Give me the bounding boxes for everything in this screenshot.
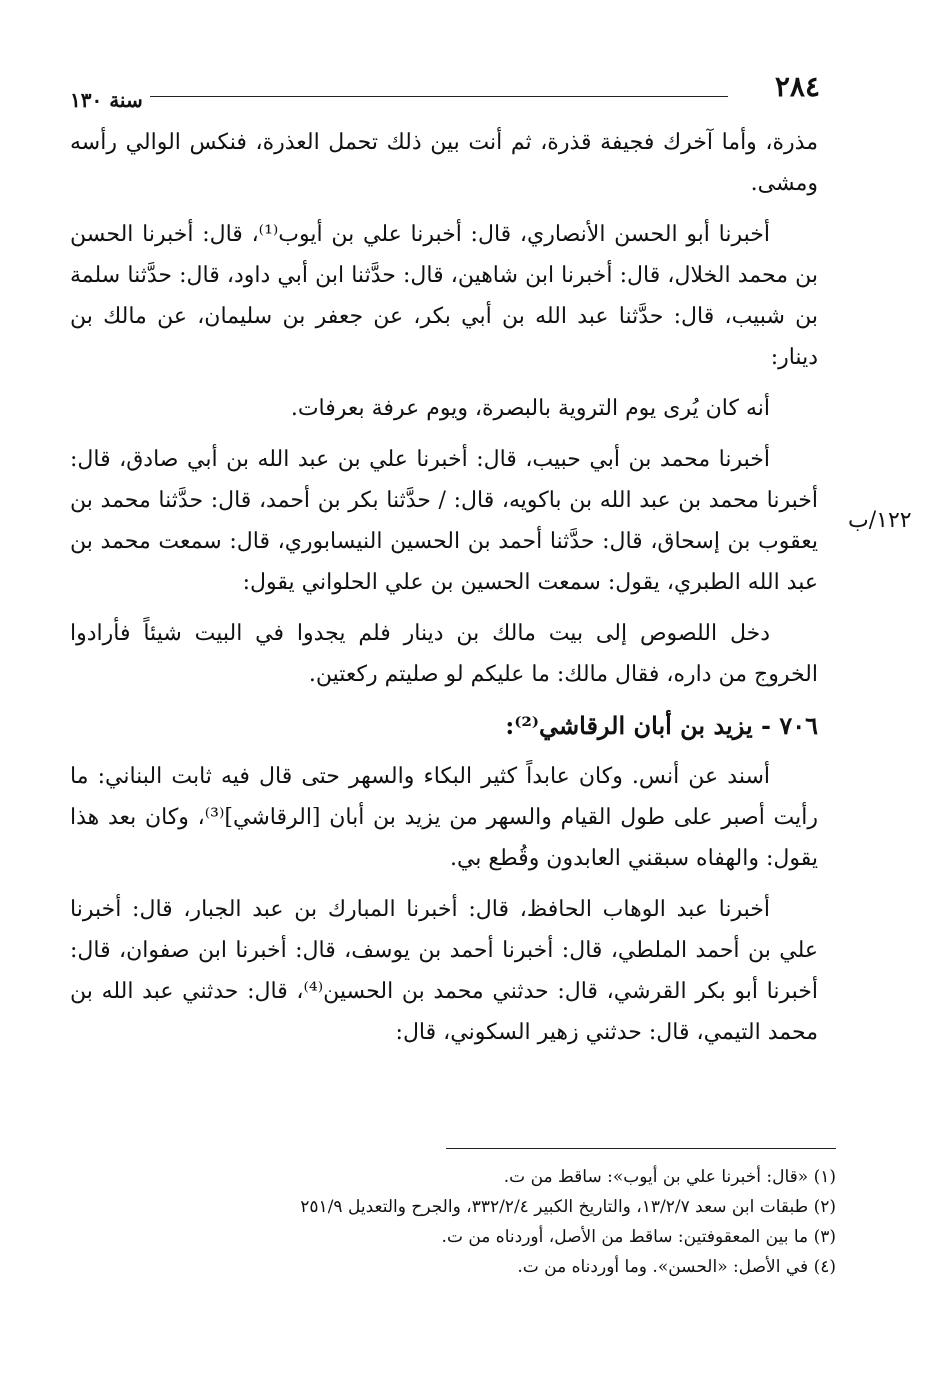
page-header — [60, 70, 820, 110]
paragraph: دخل اللصوص إلى بيت مالك بن دينار فلم يجدوا في البيت شيئاً فأرادوا الخروج من داره، فقال مالك: ما عليكم لو صليتم ركعتين. — [70, 621, 818, 687]
footnote: (٤) في الأصل: «الحسن». وما أوردناه من ت. — [517, 1257, 836, 1277]
footnotes — [150, 1162, 836, 1282]
year-label: سنة ١٣٠ — [70, 88, 143, 112]
footnote-rule — [446, 1148, 836, 1149]
paragraph: أنه كان يُرى يوم التروية بالبصرة، ويوم عرفة بعرفات. — [290, 396, 770, 421]
paragraph: أخبرنا أبو الحسن الأنصاري، قال: أخبرنا علي بن أيوب⁽¹⁾، قال: أخبرنا الحسن بن محمد الخلال، قال: أخبرنا ابن شاهين، قال: حدَّثنا ابن أبي داود، قال: حدَّثنا سلمة بن شبيب، قال: حدَّثنا عبد الله بن أبي بكر، عن جعفر بن سليمان، عن مالك بن دينار: — [70, 222, 818, 370]
paragraph: مذرة، وأما آخرك فجيفة قذرة، ثم أنت بين ذلك تحمل العذرة، فنكس الوالي رأسه ومشى. — [70, 130, 818, 196]
footnote: (٣) ما بين المعقوفتين: ساقط من الأصل، أوردناه من ت. — [441, 1227, 836, 1247]
footnote: (١) «قال: أخبرنا علي بن أيوب»: ساقط من ت. — [503, 1167, 836, 1187]
page-number: ٢٨٤ — [774, 70, 820, 103]
paragraph: أسند عن أنس. وكان عابداً كثير البكاء والسهر حتى قال فيه ثابت البناني: ما رأيت أصبر على طول القيام والسهر من يزيد بن أبان [الرقاشي]⁽³⁾، وكان بعد هذا يقول: والهفاه سبقني العابدون وقُطع بي. — [70, 764, 819, 871]
paragraph: أخبرنا محمد بن أبي حبيب، قال: أخبرنا علي بن عبد الله بن أبي صادق، قال: أخبرنا محمد بن عبد الله بن باكويه، قال: / حدَّثنا بكر بن أحمد، قال: حدَّثنا محمد بن يعقوب بن إسحاق، قال: حدَّثنا أحمد بن الحسين النيسابوري، قال: سمعت محمد بن عبد الله الطبري، يقول: سمعت الحسين بن علي الحلواني يقول: — [70, 447, 818, 595]
margin-folio-note: ١٢٢/ب — [848, 508, 912, 533]
header-rule — [150, 96, 728, 97]
section-heading: ٧٠٦ - يزيد بن أبان الرقاشي⁽²⁾: — [505, 711, 818, 740]
footnote: (٢) طبقات ابن سعد ١٣/٢/٧، والتاريخ الكبير ٣٣٢/٢/٤، والجرح والتعديل ٢٥١/٩ — [300, 1197, 836, 1217]
paragraph: أخبرنا عبد الوهاب الحافظ، قال: أخبرنا المبارك بن عبد الجبار، قال: أخبرنا علي بن أحمد الملطي، قال: أخبرنا أحمد بن يوسف، قال: أخبرنا ابن صفوان، قال: أخبرنا أبو بكر القرشي، قال: حدثني محمد بن الحسين⁽⁴⁾، قال: حدثني عبد الله بن محمد التيمي، قال: حدثني زهير السكوني، قال: — [70, 897, 818, 1045]
main-text — [70, 122, 818, 1063]
